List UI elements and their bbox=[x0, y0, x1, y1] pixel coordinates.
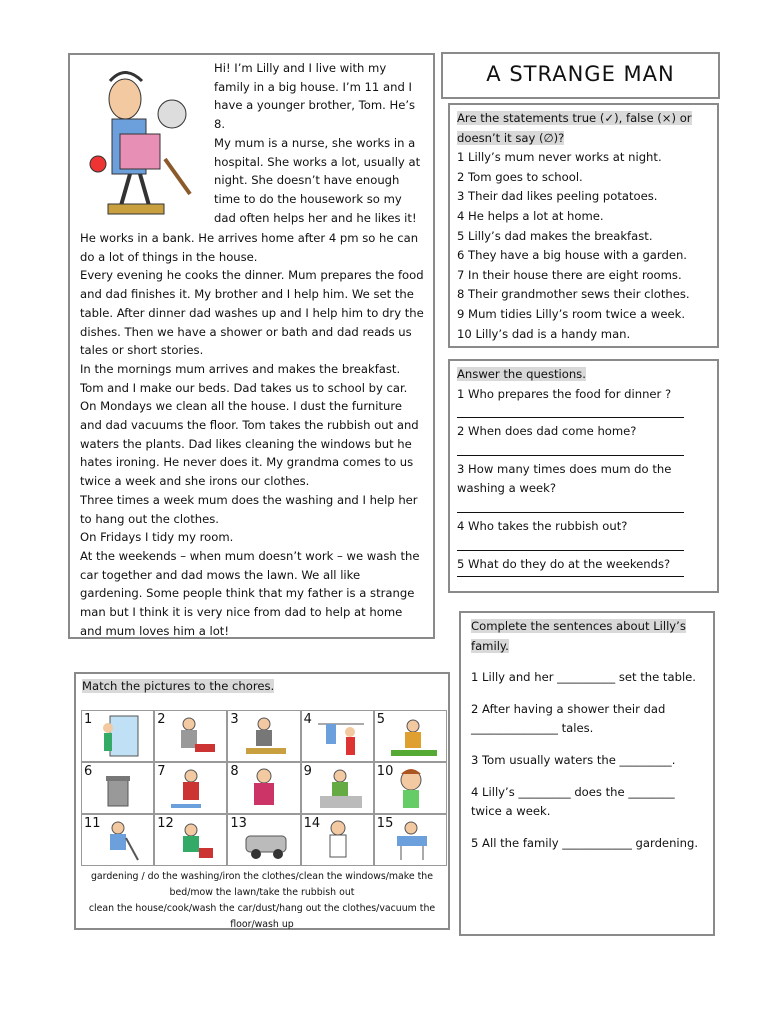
picture-cell[interactable] bbox=[154, 710, 227, 762]
statement-item: 5 Lilly’s dad makes the breakfast. bbox=[457, 228, 653, 243]
match-instruction: Match the pictures to the chores. bbox=[82, 679, 275, 693]
true-false-box bbox=[448, 103, 719, 348]
story-paragraph: Three times a week mum does the washing and I help her to hang out the clothes. bbox=[80, 492, 418, 526]
chores-line: clean the house/cook/wash the car/dust/hang out the clothes/vacuum the floor/wash up bbox=[88, 903, 436, 930]
picture-number: 14 bbox=[303, 816, 321, 831]
statement-item: 9 Mum tidies Lilly’s room twice a week. bbox=[457, 306, 686, 321]
picture-cell[interactable] bbox=[374, 710, 447, 762]
true-false-instruction: Are the statements true (✓), false (×) or doesn’t it say (∅)? bbox=[457, 111, 692, 145]
answer-line[interactable] bbox=[457, 537, 684, 551]
statement-item: 10 Lilly’s dad is a handy man. bbox=[457, 326, 631, 341]
picture-number: 10 bbox=[376, 764, 394, 779]
answer-line[interactable] bbox=[457, 574, 684, 577]
sentence-item: 4 Lilly’s _________ does the ________ twice a week. bbox=[471, 784, 675, 819]
story-paragraph: Every evening he cooks the dinner. Mum prepares the food and dad finishes it. My brother and I help him. We set the table. After dinner dad washes up and I help him to dry the dishes. Then we have a shower or bath and dad reads us tales or short stories. bbox=[80, 268, 424, 358]
picture-cell[interactable] bbox=[154, 762, 227, 814]
picture-cell[interactable] bbox=[154, 814, 227, 866]
strange-man-illustration bbox=[80, 59, 214, 229]
picture-number: 1 bbox=[84, 712, 93, 727]
story-box bbox=[68, 53, 435, 639]
chores-line: gardening / do the washing/iron the clothes/clean the windows/make the bed/mow the lawn/take the rubbish out bbox=[90, 871, 434, 898]
statement-item: 3 Their dad likes peeling potatoes. bbox=[457, 189, 658, 204]
picture-cell[interactable] bbox=[227, 762, 300, 814]
story-paragraph: On Mondays we clean all the house. I dust the furniture and dad vacuums the floor. Tom takes the rubbish out and waters the plants. Dad likes cleaning the windows but he hates ironing. He never does it. My grandma comes to us twice a week and she irons our clothes. bbox=[80, 399, 419, 489]
sentence-item: 5 All the family ____________ gardening. bbox=[471, 835, 699, 850]
story-paragraph: He works in a bank. He arrives home after 4 pm so he can do a lot of things in the house. bbox=[80, 231, 419, 264]
question-item: 1 Who prepares the food for dinner ? bbox=[457, 386, 672, 401]
picture-number: 7 bbox=[157, 764, 166, 779]
question-item: 2 When does dad come home? bbox=[457, 424, 637, 439]
picture-number: 12 bbox=[157, 816, 174, 831]
picture-cell[interactable] bbox=[301, 814, 374, 866]
answer-line[interactable] bbox=[457, 404, 684, 418]
complete-instruction: Complete the sentences about Lilly’s family. bbox=[471, 619, 686, 653]
complete-sentences-box bbox=[459, 611, 715, 936]
picture-cell[interactable] bbox=[374, 814, 447, 866]
story-paragraph: My mum is a nurse, she works in a hospital. She works a lot, usually at night. She doesn’t have enough time to do the housework so my dad often helps her and he likes it! bbox=[214, 135, 421, 225]
story-paragraph: Hi! I’m Lilly and I live with my family in a big house. I’m 11 and I have a younger brother, Tom. He’s 8. bbox=[214, 61, 416, 132]
picture-number: 11 bbox=[84, 816, 101, 831]
question-item: 4 Who takes the rubbish out? bbox=[457, 518, 628, 533]
statement-item: 2 Tom goes to school. bbox=[457, 169, 583, 184]
statement-item: 6 They have a big house with a garden. bbox=[457, 248, 687, 263]
worksheet-title: A STRANGE MAN bbox=[486, 62, 675, 86]
question-item: 3 How many times does mum do the washing a week? bbox=[457, 461, 672, 496]
picture-cell[interactable] bbox=[81, 710, 154, 762]
story-paragraph: At the weekends – when mum doesn’t work – we wash the car together and dad mows the lawn. We all like gardening. Some people think that my father is a strange man but I think it is very nice from dad to help at home and mum loves him a lot! bbox=[80, 548, 420, 638]
picture-cell[interactable] bbox=[227, 710, 300, 762]
statement-item: 8 Their grandmother sews their clothes. bbox=[457, 287, 690, 302]
picture-number: 13 bbox=[230, 816, 247, 831]
picture-cell[interactable] bbox=[301, 762, 374, 814]
picture-number: 5 bbox=[376, 712, 386, 727]
questions-box bbox=[448, 359, 719, 593]
questions-instruction: Answer the questions. bbox=[457, 367, 586, 381]
picture-cell[interactable] bbox=[301, 710, 374, 762]
picture-number: 6 bbox=[84, 764, 93, 779]
sentence-item: 3 Tom usually waters the _________. bbox=[471, 752, 676, 767]
story-text bbox=[80, 59, 425, 640]
title-box bbox=[441, 52, 720, 99]
statement-item: 4 He helps a lot at home. bbox=[457, 208, 604, 223]
picture-number: 3 bbox=[230, 712, 239, 727]
picture-cell[interactable] bbox=[81, 814, 154, 866]
question-item: 5 What do they do at the weekends? bbox=[457, 556, 671, 571]
match-box bbox=[74, 672, 450, 930]
statement-item: 7 In their house there are eight rooms. bbox=[457, 267, 682, 282]
picture-number: 4 bbox=[303, 712, 312, 727]
answer-line[interactable] bbox=[457, 499, 684, 513]
picture-cell[interactable] bbox=[374, 762, 447, 814]
picture-grid bbox=[81, 710, 447, 866]
picture-number: 8 bbox=[230, 764, 239, 779]
picture-number: 9 bbox=[303, 764, 312, 779]
picture-cell[interactable] bbox=[81, 762, 154, 814]
picture-cell[interactable] bbox=[227, 814, 300, 866]
answer-line[interactable] bbox=[457, 442, 684, 456]
statement-item: 1 Lilly’s mum never works at night. bbox=[457, 150, 662, 165]
sentence-item: 2 After having a shower their dad _______________ tales. bbox=[471, 701, 666, 736]
picture-number: 15 bbox=[376, 816, 394, 831]
chores-list bbox=[81, 869, 443, 933]
story-paragraph: In the mornings mum arrives and makes the breakfast. Tom and I make our beds. Dad takes us to school by car. bbox=[80, 361, 408, 395]
picture-number: 2 bbox=[157, 712, 166, 727]
sentence-item: 1 Lilly and her __________ set the table. bbox=[471, 670, 696, 685]
story-paragraph: On Fridays I tidy my room. bbox=[80, 530, 234, 545]
